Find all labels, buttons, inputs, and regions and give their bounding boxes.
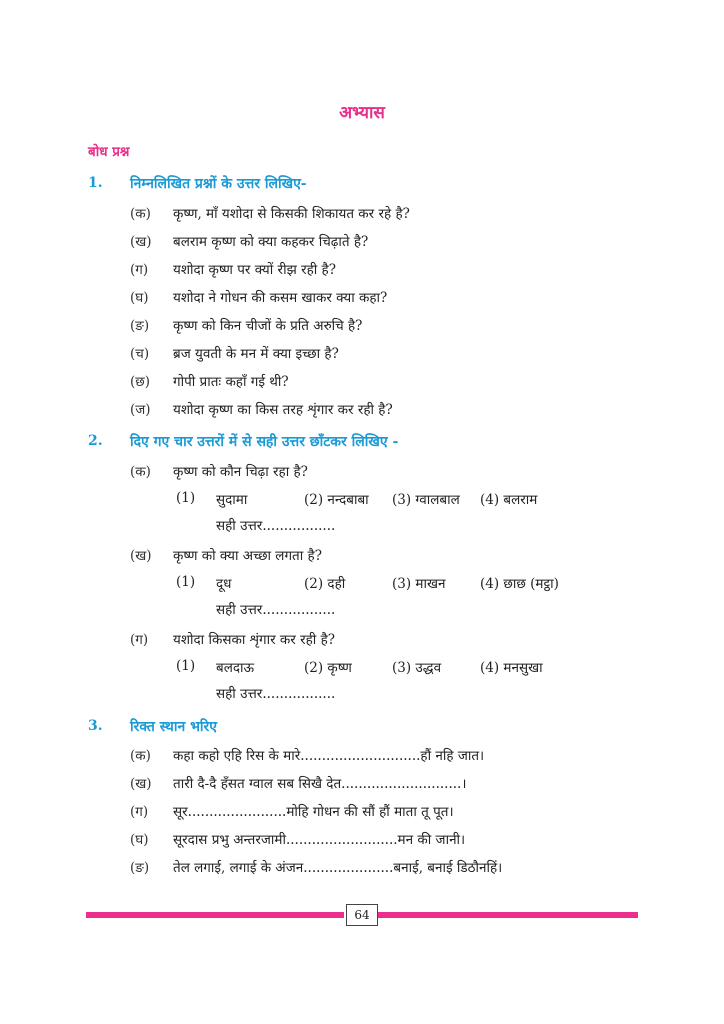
q1-item-text: यशोदा कृष्ण का किस तरह शृंगार कर रही है? xyxy=(173,402,393,418)
q2-item-text: कृष्ण को क्या अच्छा लगता है? xyxy=(173,548,322,564)
option: बलदाऊ xyxy=(216,660,255,676)
answer-blank: सही उत्तर................. xyxy=(216,686,336,702)
q3-item-text: तारी दै-दै हँसत ग्वाल सब सिखै देत............................। xyxy=(173,776,467,792)
q1-item-text: कृष्ण को किन चीजों के प्रति अरुचि है? xyxy=(173,318,363,334)
q1-item-text: यशोदा कृष्ण पर क्यों रीझ रही है? xyxy=(173,262,336,278)
option: (4) मनसुखा xyxy=(480,660,543,676)
q1-item-label: (ख) xyxy=(130,234,152,250)
q3-item-text: सूरदास प्रभु अन्तरजामी..........................मन की जानी। xyxy=(173,832,466,848)
option-number: (1) xyxy=(176,490,196,506)
q2-item-label: (ग) xyxy=(130,632,149,648)
q2-item-text: यशोदा किसका शृंगार कर रही है? xyxy=(173,632,335,648)
q2-item-text: कृष्ण को कौन चिढ़ा रहा है? xyxy=(173,464,308,480)
option: (4) छाछ (मट्ठा) xyxy=(480,576,559,592)
q1-heading: निम्नलिखित प्रश्नों के उत्तर लिखिए- xyxy=(130,176,307,192)
q2-number: 2. xyxy=(88,433,103,449)
q3-item-label: (ङ) xyxy=(130,860,150,876)
q1-item-text: गोपी प्रातः कहाँ गई थी? xyxy=(173,374,289,390)
q1-item-label: (ज) xyxy=(130,402,151,418)
q3-item-label: (ग) xyxy=(130,804,149,820)
q1-item-label: (ङ) xyxy=(130,318,150,334)
option: (4) बलराम xyxy=(480,492,538,508)
q1-item-text: ब्रज युवती के मन में क्या इच्छा है? xyxy=(173,346,339,362)
q1-item-text: यशोदा ने गोधन की कसम खाकर क्या कहा? xyxy=(173,290,388,306)
option: (2) नन्दबाबा xyxy=(304,492,369,508)
section-subtitle: बोध प्रश्न xyxy=(88,144,130,160)
option-number: (1) xyxy=(176,658,196,674)
q1-item-label: (ग) xyxy=(130,262,149,278)
page-title: अभ्यास xyxy=(339,103,385,123)
q1-item-label: (क) xyxy=(130,206,151,222)
q3-item-label: (घ) xyxy=(130,832,149,848)
option: (3) उद्धव xyxy=(392,660,442,676)
q2-item-label: (ख) xyxy=(130,548,152,564)
q3-item-label: (ख) xyxy=(130,776,152,792)
q1-item-label: (च) xyxy=(130,346,150,362)
answer-blank: सही उत्तर................. xyxy=(216,602,336,618)
q3-item-label: (क) xyxy=(130,748,151,764)
footer-bar-right xyxy=(378,912,638,918)
option: (2) दही xyxy=(304,576,346,592)
q1-number: 1. xyxy=(88,175,103,191)
q3-item-text: सूर.......................मोहि गोधन की सौं हौं माता तू पूत। xyxy=(173,804,454,820)
option: (3) माखन xyxy=(392,576,446,592)
option: सुदामा xyxy=(216,492,248,508)
option: (2) कृष्ण xyxy=(304,660,352,676)
option: (3) ग्वालबाल xyxy=(392,492,460,508)
q3-item-text: कहा कहो एहि रिस के मारे............................हौं नहि जात। xyxy=(173,748,485,764)
q1-item-text: कृष्ण, माँ यशोदा से किसकी शिकायत कर रहे है? xyxy=(173,206,410,222)
q2-heading: दिए गए चार उत्तरों में से सही उत्तर छाँटकर लिखिए - xyxy=(130,434,399,450)
q1-item-label: (छ) xyxy=(130,374,150,390)
page-number: 64 xyxy=(346,904,378,926)
footer-bar-left xyxy=(86,912,344,918)
q2-item-label: (क) xyxy=(130,464,151,480)
option: दूध xyxy=(216,576,232,592)
q3-heading: रिक्त स्थान भरिए xyxy=(130,719,218,735)
q3-number: 3. xyxy=(88,718,103,734)
q3-item-text: तेल लगाई, लगाई के अंजन.....................बनाई, बनाई डिठौनहिं। xyxy=(173,860,503,876)
q1-item-label: (घ) xyxy=(130,290,149,306)
q1-item-text: बलराम कृष्ण को क्या कहकर चिढ़ाते है? xyxy=(173,234,369,250)
answer-blank: सही उत्तर................. xyxy=(216,518,336,534)
option-number: (1) xyxy=(176,574,196,590)
